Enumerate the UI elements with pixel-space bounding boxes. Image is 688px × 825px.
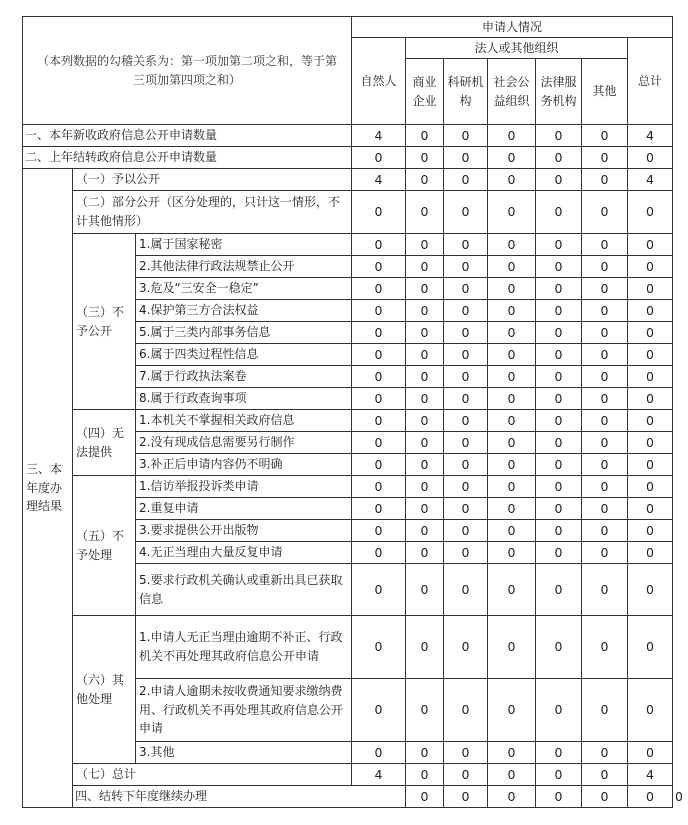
row-label: 1.属于国家秘密 [136, 234, 352, 256]
cell: 0 [628, 454, 673, 476]
cell: 0 [536, 432, 582, 454]
cell: 0 [488, 169, 536, 191]
cell: 0 [406, 498, 444, 520]
cell: 0 [582, 322, 628, 344]
cell: 0 [488, 300, 536, 322]
cell: 0 [536, 742, 582, 764]
cell: 0 [352, 322, 406, 344]
cell: 0 [582, 476, 628, 498]
cell: 0 [536, 542, 582, 564]
cell: 0 [628, 476, 673, 498]
cell: 0 [536, 125, 582, 147]
cell: 0 [444, 388, 488, 410]
cell: 0 [406, 476, 444, 498]
cell: 0 [628, 410, 673, 432]
row-label: 1.本机关不掌握相关政府信息 [136, 410, 352, 432]
cell: 0 [582, 498, 628, 520]
cell: 0 [444, 454, 488, 476]
cell: 0 [628, 388, 673, 410]
col-commercial: 商业企业 [406, 59, 444, 125]
cell: 0 [406, 388, 444, 410]
row-label: 3.其他 [136, 742, 352, 764]
cell: 0 [352, 498, 406, 520]
cell: 0 [406, 125, 444, 147]
cell: 0 [444, 366, 488, 388]
cell: 0 [628, 234, 673, 256]
row-label: 3.补正后申请内容仍不明确 [136, 454, 352, 476]
cell: 0 [628, 147, 673, 169]
cell: 0 [536, 616, 582, 679]
cell: 0 [406, 679, 444, 742]
cell: 0 [488, 234, 536, 256]
cell: 0 [628, 191, 673, 234]
cell: 0 [352, 542, 406, 564]
cell: 0 [444, 322, 488, 344]
cell: 0 [536, 498, 582, 520]
row-label: 8.属于行政查询事项 [136, 388, 352, 410]
row-label: 2.其他法律行政法规禁止公开 [136, 256, 352, 278]
section-3-label: 三、本年度办理结果 [23, 169, 73, 808]
header-note: （本列数据的勾稽关系为：第一项加第二项之和，等于第三项加第四项之和） [23, 17, 352, 125]
cell: 0 [352, 388, 406, 410]
col-research: 科研机构 [444, 59, 488, 125]
cell: 0 [582, 679, 628, 742]
cell: 0 [406, 742, 444, 764]
cell: 0 [488, 742, 536, 764]
cell: 0 [406, 786, 444, 808]
group-label-5: （五）不予处理 [73, 476, 136, 616]
cell: 0 [406, 191, 444, 234]
cell: 0 [444, 147, 488, 169]
cell: 0 [488, 476, 536, 498]
col-legal-service: 法律服务机构 [536, 59, 582, 125]
cell: 0 [406, 366, 444, 388]
header-applicant-situation: 申请人情况 [352, 17, 673, 38]
cell: 0 [628, 344, 673, 366]
cell: 0 [536, 679, 582, 742]
cell: 0 [488, 344, 536, 366]
cell: 0 [536, 366, 582, 388]
cell: 0 [406, 410, 444, 432]
cell: 0 [628, 786, 673, 808]
row-label: 四、结转下年度继续办理 [73, 786, 406, 808]
cell: 0 [488, 786, 536, 808]
cell: 0 [628, 278, 673, 300]
cell: 0 [582, 742, 628, 764]
cell: 0 [536, 234, 582, 256]
cell: 0 [352, 191, 406, 234]
cell: 0 [352, 454, 406, 476]
cell: 0 [536, 786, 582, 808]
cell: 0 [488, 542, 536, 564]
cell: 0 [352, 564, 406, 616]
cell: 0 [444, 410, 488, 432]
cell: 0 [536, 300, 582, 322]
row-label: （二）部分公开（区分处理的，只计这一情形，不计其他情形） [73, 191, 352, 234]
cell: 0 [628, 742, 673, 764]
cell: 0 [352, 742, 406, 764]
row-label: 3.危及“三安全一稳定” [136, 278, 352, 300]
cell: 0 [488, 147, 536, 169]
cell: 0 [444, 432, 488, 454]
cell: 0 [488, 322, 536, 344]
cell: 0 [536, 520, 582, 542]
row-label: 4.保护第三方合法权益 [136, 300, 352, 322]
cell: 0 [352, 476, 406, 498]
cell: 0 [582, 169, 628, 191]
cell: 0 [582, 454, 628, 476]
cell: 0 [488, 764, 536, 786]
cell: 0 [628, 366, 673, 388]
row-label: 2.没有现成信息需要另行制作 [136, 432, 352, 454]
cell: 0 [406, 322, 444, 344]
row-label: 2.申请人逾期未按收费通知要求缴纳费用、行政机关不再处理其政府信息公开申请 [136, 679, 352, 742]
cell: 0 [582, 300, 628, 322]
cell: 0 [352, 344, 406, 366]
cell: 0 [444, 256, 488, 278]
cell: 4 [628, 125, 673, 147]
cell: 0 [488, 191, 536, 234]
cell: 0 [444, 742, 488, 764]
cell: 0 [582, 616, 628, 679]
cell: 0 [536, 191, 582, 234]
cell: 0 [352, 366, 406, 388]
cell: 0 [406, 564, 444, 616]
cell: 0 [406, 300, 444, 322]
cell: 0 [406, 542, 444, 564]
cell: 0 [352, 679, 406, 742]
group-label-4: （四）无法提供 [73, 410, 136, 476]
cell: 0 [444, 520, 488, 542]
cell: 0 [488, 454, 536, 476]
cell: 0 [444, 476, 488, 498]
cell: 0 [628, 564, 673, 616]
cell: 0 [488, 498, 536, 520]
cell: 0 [536, 764, 582, 786]
cell: 4 [352, 764, 406, 786]
cell: 0 [488, 256, 536, 278]
cell: 0 [444, 498, 488, 520]
cell: 0 [352, 410, 406, 432]
cell: 0 [536, 322, 582, 344]
cell: 0 [628, 432, 673, 454]
group-label-6: （六）其他处理 [73, 616, 136, 764]
cell: 0 [444, 616, 488, 679]
cell: 0 [444, 300, 488, 322]
cell: 0 [536, 278, 582, 300]
cell: 0 [536, 256, 582, 278]
cell: 0 [582, 147, 628, 169]
cell: 0 [488, 366, 536, 388]
cell: 0 [352, 147, 406, 169]
cell: 0 [406, 256, 444, 278]
cell: 0 [582, 388, 628, 410]
cell: 0 [628, 520, 673, 542]
cell: 0 [406, 169, 444, 191]
cell: 0 [582, 125, 628, 147]
cell: 0 [536, 344, 582, 366]
group-label-3: （三）不予公开 [73, 234, 136, 410]
cell: 0 [488, 679, 536, 742]
cell: 0 [444, 542, 488, 564]
cell: 0 [444, 679, 488, 742]
cell: 4 [352, 169, 406, 191]
row-label: 1.申请人无正当理由逾期不补正、行政机关不再处理其政府信息公开申请 [136, 616, 352, 679]
cell: 0 [628, 498, 673, 520]
cell: 0 [406, 616, 444, 679]
applications-table: （本列数据的勾稽关系为：第一项加第二项之和，等于第三项加第四项之和） 申请人情况 自然人 法人或其他组织 总计 商业企业 科研机构 社会公益组织 法律服务机构 其他 一、本年新收政府信息公开申请数量 4 0 0 0 0 0 4 二、上年结转政府信息公开申请数量 0 0 0 0 0 0 0 三、本年度办理结果 （一）予以公开 4 0 0 0 0 0 4 （二）部分公开（区分处理的，只计这一情形，不计其他情形） 0 0 0 0 0 0 0 （三）不予公开 1.属于国家秘密 0 0 0 0 0 0 0 2.其他法律行政法规禁止公开 0 0 0 0 0 0 0 3.危及“三安全一稳定” 0 0 0 0 0 0 0 4.保护第三方合法权益 0 0 0 0 0 0 0 5.属于三类内部事务信息 0 0 0 0 0 0 0 6.属于四类过程性信息 0 0 0 0 0 0 0 7.属于行政执法案卷 0 0 0 0 0 0 0 8.属于行政查询事项 0 0 0 0 0 0 0 （四）无法提供 1.本机关不掌握相关政府信息 0 0 0 0 0 0 0 2.没有现成信息需要另行制作 0 0 0 0 0 0 0 3.补正后申请内容仍不明确 0 0 0 0 0 0 0 （五）不予处理 1.信访举报投诉类申请 0 0 0 0 0 0 0 2.重复申请 0 0 0 0 0 0 0 3.要求提供公开出版物 0 0 0 0 0 0 0 4.无正当理由大量反复申请 0 0 0 0 0 0 0 5.要求行政机关确认或重新出具已获取信息 0 0 0 0 0 0 0 （六）其他处理 1.申请人无正当理由逾期不补正、行政机关不再处理其政府信息公开申请 0 0 0 0 0 0 0 2.申请人逾期未按收费通知要求缴纳费用、行政机关不再处理其政府信息公开申请 0 0 0 0 0 0 0 3.其他 0 0 0 0 0 0 0 （七）总计 4 0 0 0 0 0 4 四、结转下年度继续办理 0 0 0 0 0 0 0 [22, 16, 673, 808]
cell: 0 [488, 520, 536, 542]
cell: 0 [352, 300, 406, 322]
row-label: 7.属于行政执法案卷 [136, 366, 352, 388]
cell: 0 [536, 564, 582, 616]
cell: 0 [582, 366, 628, 388]
cell: 0 [536, 476, 582, 498]
cell: 0 [352, 520, 406, 542]
cell: 0 [352, 256, 406, 278]
cell: 0 [582, 256, 628, 278]
cell: 0 [352, 616, 406, 679]
cell: 0 [352, 234, 406, 256]
col-public-welfare: 社会公益组织 [488, 59, 536, 125]
cell: 0 [488, 278, 536, 300]
cell: 0 [444, 278, 488, 300]
cell: 0 [406, 764, 444, 786]
cell: 0 [488, 125, 536, 147]
cell: 0 [582, 786, 628, 808]
row-label: （七）总计 [73, 764, 352, 786]
row-label: 6.属于四类过程性信息 [136, 344, 352, 366]
cell: 0 [536, 388, 582, 410]
cell: 4 [628, 169, 673, 191]
row-label: 5.属于三类内部事务信息 [136, 322, 352, 344]
row-label: （一）予以公开 [73, 169, 352, 191]
cell: 0 [406, 432, 444, 454]
cell: 0 [582, 564, 628, 616]
row-label: 一、本年新收政府信息公开申请数量 [23, 125, 352, 147]
cell: 0 [488, 432, 536, 454]
cell: 0 [628, 256, 673, 278]
cell: 0 [444, 125, 488, 147]
cell: 0 [406, 234, 444, 256]
cell: 0 [352, 278, 406, 300]
cell: 0 [406, 520, 444, 542]
cell: 0 [406, 147, 444, 169]
cell: 0 [628, 616, 673, 679]
cell: 0 [488, 410, 536, 432]
row-label: 2.重复申请 [136, 498, 352, 520]
cell: 0 [352, 432, 406, 454]
cell: 0 [406, 344, 444, 366]
cell: 0 [536, 147, 582, 169]
col-other: 其他 [582, 59, 628, 125]
cell: 0 [582, 278, 628, 300]
row-label: 二、上年结转政府信息公开申请数量 [23, 147, 352, 169]
cell: 0 [582, 344, 628, 366]
cell: 0 [406, 454, 444, 476]
cell: 0 [628, 679, 673, 742]
cell: 0 [488, 388, 536, 410]
cell: 0 [628, 300, 673, 322]
row-label: 1.信访举报投诉类申请 [136, 476, 352, 498]
cell: 0 [444, 234, 488, 256]
cell: 0 [406, 278, 444, 300]
cell: 0 [536, 169, 582, 191]
cell: 0 [582, 432, 628, 454]
cell: 0 [582, 234, 628, 256]
cell: 0 [444, 786, 488, 808]
col-total: 总计 [628, 38, 673, 125]
cell: 0 [582, 410, 628, 432]
cell: 0 [536, 454, 582, 476]
cell: 4 [628, 764, 673, 786]
row-label: 3.要求提供公开出版物 [136, 520, 352, 542]
row-label: 4.无正当理由大量反复申请 [136, 542, 352, 564]
cell: 0 [536, 410, 582, 432]
cell: 0 [488, 564, 536, 616]
row-label: 5.要求行政机关确认或重新出具已获取信息 [136, 564, 352, 616]
cell: 0 [444, 564, 488, 616]
cell: 0 [444, 169, 488, 191]
cell: 0 [582, 764, 628, 786]
header-legal-entities: 法人或其他组织 [406, 38, 628, 59]
cell: 0 [444, 191, 488, 234]
cell: 0 [582, 191, 628, 234]
cell: 0 [444, 344, 488, 366]
col-natural-person: 自然人 [352, 38, 406, 125]
cell: 0 [444, 764, 488, 786]
cell: 0 [582, 520, 628, 542]
cell: 0 [628, 542, 673, 564]
cell: 4 [352, 125, 406, 147]
cell: 0 [582, 542, 628, 564]
cell: 0 [488, 616, 536, 679]
cell: 0 [628, 322, 673, 344]
